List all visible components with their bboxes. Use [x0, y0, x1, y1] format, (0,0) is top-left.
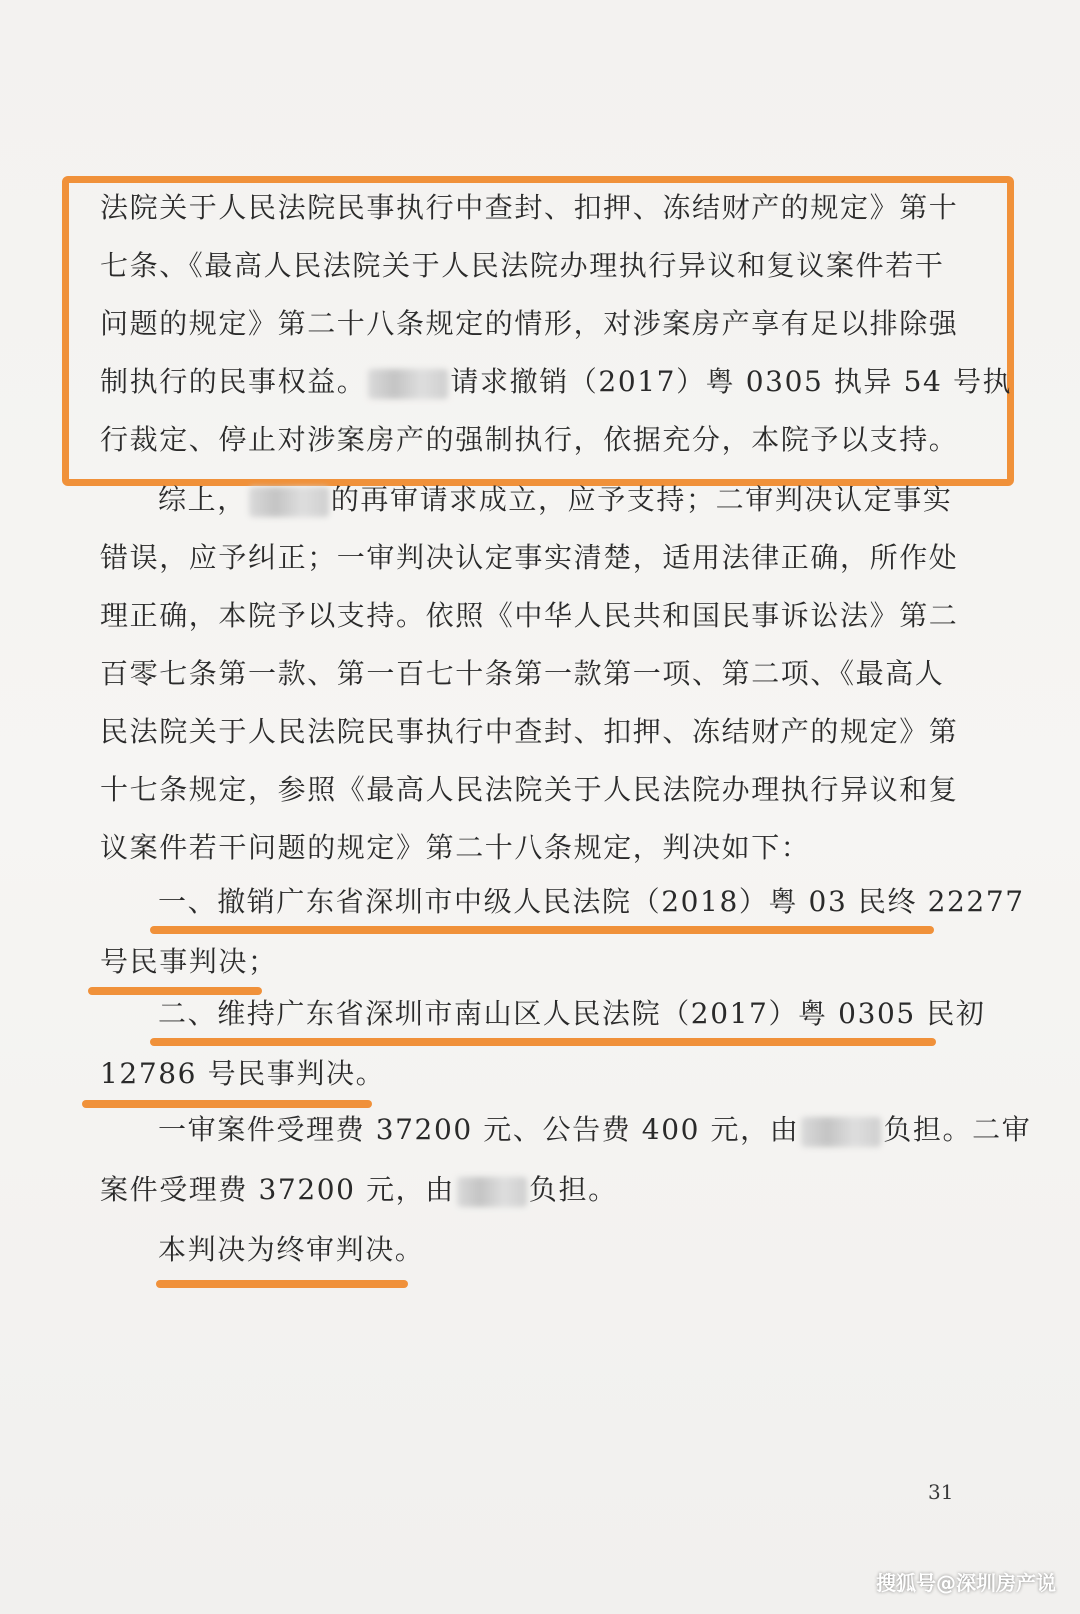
text-line: 百零七条第一款、第一百七十条第一款第一项、第二项、《最高人: [100, 657, 945, 690]
text-line: 议案件若干问题的规定》第二十八条规定，判决如下：: [100, 831, 811, 864]
redacted-name: [801, 1117, 881, 1147]
text-line: 理正确，本院予以支持。依照《中华人民共和国民事诉讼法》第二: [100, 599, 959, 632]
text-line: 法院关于人民法院民事执行中查封、扣押、冻结财产的规定》第十: [100, 191, 959, 224]
text-segment: 制执行的民事权益。: [100, 365, 367, 398]
text-line: [158, 482, 953, 518]
text-line: 七条、《最高人民法院关于人民法院办理执行异议和复议案件若干: [100, 249, 945, 282]
text-segment: 综上，: [158, 483, 247, 516]
redacted-name: [457, 1177, 527, 1207]
judgment-item-2-cont: 12786 号民事判决。: [100, 1057, 386, 1090]
underline-mark: [82, 1100, 372, 1108]
judgment-item-2: 二、维持广东省深圳市南山区人民法院（2017）粤 0305 民初: [158, 997, 986, 1030]
judgment-item-1-cont: 号民事判决；: [100, 945, 278, 978]
text-line: 问题的规定》第二十八条规定的情形，对涉案房产享有足以排除强: [100, 307, 959, 340]
text-line: 错误，应予纠正；一审判决认定事实清楚，适用法律正确，所作处: [100, 541, 959, 574]
redacted-name: [249, 487, 329, 517]
watermark: 搜狐号@深圳房产说: [876, 1571, 1056, 1595]
text-segment: 案件受理费 37200 元，由: [100, 1173, 455, 1206]
underline-mark: [150, 926, 934, 934]
underline-mark: [156, 1280, 408, 1288]
text-segment: 的再审请求成立，应予支持；二审判决认定事实: [330, 483, 953, 516]
text-line: [158, 1112, 1032, 1148]
redacted-name: [368, 369, 448, 399]
text-segment: 一审案件受理费 37200 元、公告费 400 元，由: [158, 1113, 800, 1146]
underline-mark: [150, 1038, 936, 1046]
text-line: 行裁定、停止对涉案房产的强制执行，依据充分，本院予以支持。: [100, 423, 959, 456]
page-number: 31: [928, 1480, 954, 1504]
text-segment: 负担。二审: [883, 1113, 1032, 1146]
final-judgment: 本判决为终审判决。: [158, 1233, 425, 1266]
text-segment: 请求撤销（2017）粤 0305 执异 54 号执: [450, 365, 1013, 398]
text-line: 十七条规定，参照《最高人民法院关于人民法院办理执行异议和复: [100, 773, 959, 806]
text-line: [100, 1172, 940, 1208]
underline-mark: [88, 987, 262, 995]
text-line: [100, 364, 1013, 400]
text-line: 民法院关于人民法院民事执行中查封、扣押、冻结财产的规定》第: [100, 715, 959, 748]
text-segment: 负担。: [528, 1173, 618, 1206]
judgment-item-1: 一、撤销广东省深圳市中级人民法院（2018）粤 03 民终 22277: [158, 885, 1025, 918]
